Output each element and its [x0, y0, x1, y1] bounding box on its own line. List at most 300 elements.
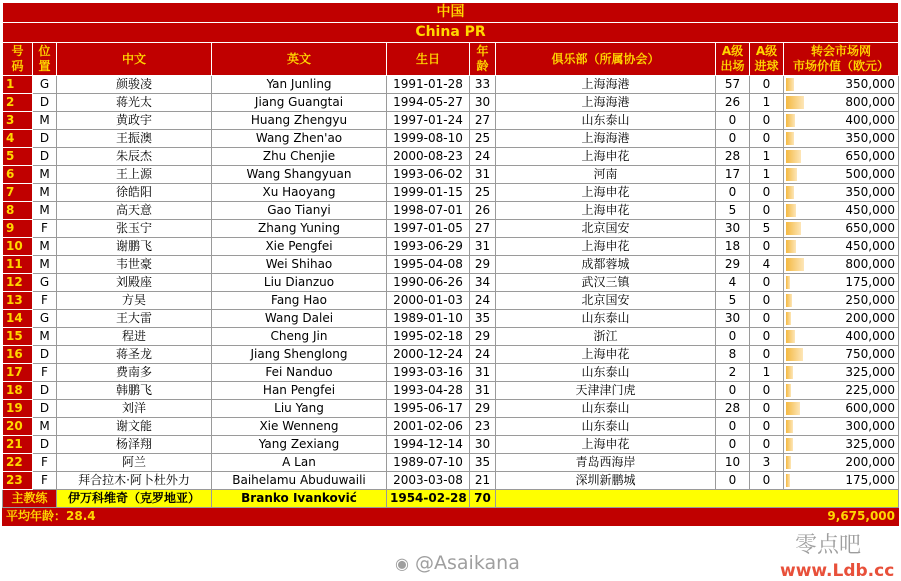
player-caps: 18	[716, 238, 750, 256]
value-text: 175,000	[845, 473, 895, 487]
table-subtitle: China PR	[3, 23, 899, 43]
player-age: 24	[470, 292, 496, 310]
header-dob: 生日	[387, 43, 470, 76]
player-caps: 0	[716, 472, 750, 490]
table-row	[3, 130, 899, 148]
player-num: 6	[3, 166, 33, 184]
player-num: 9	[3, 220, 33, 238]
player-club: 北京国安	[496, 292, 716, 310]
player-value	[784, 346, 899, 364]
player-pos: F	[33, 472, 57, 490]
player-num: 1	[3, 76, 33, 94]
player-en: Cheng Jin	[212, 328, 387, 346]
player-value	[784, 310, 899, 328]
player-age: 35	[470, 310, 496, 328]
player-club: 山东泰山	[496, 400, 716, 418]
player-goals: 0	[750, 76, 784, 94]
value-bar	[786, 222, 801, 235]
player-caps: 5	[716, 292, 750, 310]
player-goals: 0	[750, 292, 784, 310]
player-pos: F	[33, 220, 57, 238]
player-num: 11	[3, 256, 33, 274]
player-pos: D	[33, 94, 57, 112]
table-title: 中国	[3, 3, 899, 23]
player-value	[784, 166, 899, 184]
player-goals: 0	[750, 418, 784, 436]
player-pos: M	[33, 256, 57, 274]
site-watermark-cn: 零点吧	[795, 533, 862, 558]
player-goals: 0	[750, 328, 784, 346]
value-text: 250,000	[845, 293, 895, 307]
player-caps: 0	[716, 436, 750, 454]
player-num: 7	[3, 184, 33, 202]
player-age: 35	[470, 454, 496, 472]
player-pos: M	[33, 184, 57, 202]
avg-age: 平均年龄：28.4	[3, 508, 784, 526]
player-value	[784, 220, 899, 238]
player-pos: D	[33, 382, 57, 400]
player-cn: 费南多	[57, 364, 212, 382]
player-goals: 0	[750, 112, 784, 130]
value-bar	[786, 474, 790, 487]
player-pos: F	[33, 292, 57, 310]
value-text: 600,000	[845, 401, 895, 415]
player-value	[784, 418, 899, 436]
player-club: 天津津门虎	[496, 382, 716, 400]
player-age: 25	[470, 130, 496, 148]
player-pos: M	[33, 328, 57, 346]
value-bar	[786, 78, 794, 91]
player-num: 14	[3, 310, 33, 328]
player-en: Yan Junling	[212, 76, 387, 94]
player-club: 上海海港	[496, 130, 716, 148]
player-num: 2	[3, 94, 33, 112]
weibo-icon: ◉	[395, 554, 409, 573]
player-cn: 刘殿座	[57, 274, 212, 292]
player-dob: 1997-01-24	[387, 112, 470, 130]
player-value	[784, 238, 899, 256]
player-age: 29	[470, 256, 496, 274]
player-en: Zhu Chenjie	[212, 148, 387, 166]
player-dob: 1989-07-10	[387, 454, 470, 472]
value-text: 200,000	[845, 311, 895, 325]
player-caps: 0	[716, 130, 750, 148]
player-value	[784, 256, 899, 274]
player-value	[784, 94, 899, 112]
player-goals: 0	[750, 202, 784, 220]
player-goals: 0	[750, 436, 784, 454]
player-dob: 2003-03-08	[387, 472, 470, 490]
player-caps: 5	[716, 202, 750, 220]
table-row	[3, 364, 899, 382]
player-num: 10	[3, 238, 33, 256]
coach-age: 70	[470, 490, 496, 508]
player-dob: 1993-06-29	[387, 238, 470, 256]
value-text: 450,000	[845, 203, 895, 217]
player-dob: 1989-01-10	[387, 310, 470, 328]
player-caps: 28	[716, 148, 750, 166]
player-age: 27	[470, 112, 496, 130]
value-text: 325,000	[845, 437, 895, 451]
coach-empty	[496, 490, 899, 508]
player-caps: 0	[716, 184, 750, 202]
player-goals: 0	[750, 346, 784, 364]
player-caps: 0	[716, 328, 750, 346]
player-pos: G	[33, 274, 57, 292]
player-caps: 4	[716, 274, 750, 292]
player-en: Wang Dalei	[212, 310, 387, 328]
player-club: 武汉三镇	[496, 274, 716, 292]
header-age: 年龄	[470, 43, 496, 76]
player-pos: M	[33, 166, 57, 184]
player-value	[784, 202, 899, 220]
player-age: 31	[470, 382, 496, 400]
value-bar	[786, 186, 794, 199]
player-en: Wei Shihao	[212, 256, 387, 274]
player-num: 13	[3, 292, 33, 310]
table-row	[3, 94, 899, 112]
player-goals: 4	[750, 256, 784, 274]
coach-row	[3, 490, 899, 508]
header-en: 英文	[212, 43, 387, 76]
player-club: 浙江	[496, 328, 716, 346]
table-row	[3, 166, 899, 184]
player-num: 4	[3, 130, 33, 148]
player-cn: 拜合拉木·阿卜杜外力	[57, 472, 212, 490]
player-value	[784, 148, 899, 166]
player-pos: F	[33, 454, 57, 472]
player-en: Xu Haoyang	[212, 184, 387, 202]
table-row	[3, 400, 899, 418]
player-dob: 1993-03-16	[387, 364, 470, 382]
player-goals: 1	[750, 364, 784, 382]
player-dob: 1997-01-05	[387, 220, 470, 238]
player-club: 青岛西海岸	[496, 454, 716, 472]
player-club: 上海申花	[496, 202, 716, 220]
player-cn: 韩鹏飞	[57, 382, 212, 400]
player-value	[784, 472, 899, 490]
player-num: 12	[3, 274, 33, 292]
value-bar	[786, 384, 791, 397]
player-pos: M	[33, 238, 57, 256]
value-bar	[786, 348, 803, 361]
player-club: 成都蓉城	[496, 256, 716, 274]
player-caps: 0	[716, 418, 750, 436]
player-pos: M	[33, 418, 57, 436]
table-row	[3, 382, 899, 400]
player-dob: 1995-02-18	[387, 328, 470, 346]
player-en: Liu Dianzuo	[212, 274, 387, 292]
player-dob: 1993-06-02	[387, 166, 470, 184]
player-age: 27	[470, 220, 496, 238]
player-num: 20	[3, 418, 33, 436]
player-caps: 2	[716, 364, 750, 382]
player-pos: D	[33, 148, 57, 166]
player-caps: 29	[716, 256, 750, 274]
player-cn: 高天意	[57, 202, 212, 220]
player-goals: 0	[750, 130, 784, 148]
table-row	[3, 472, 899, 490]
player-goals: 1	[750, 94, 784, 112]
player-age: 29	[470, 400, 496, 418]
player-age: 24	[470, 346, 496, 364]
player-en: Huang Zhengyu	[212, 112, 387, 130]
player-goals: 0	[750, 184, 784, 202]
player-pos: G	[33, 76, 57, 94]
player-cn: 杨泽翔	[57, 436, 212, 454]
player-en: Zhang Yuning	[212, 220, 387, 238]
player-caps: 26	[716, 94, 750, 112]
player-cn: 韦世豪	[57, 256, 212, 274]
player-club: 深圳新鹏城	[496, 472, 716, 490]
player-cn: 朱辰杰	[57, 148, 212, 166]
player-en: Gao Tianyi	[212, 202, 387, 220]
player-en: Xie Wenneng	[212, 418, 387, 436]
player-num: 15	[3, 328, 33, 346]
table-row	[3, 238, 899, 256]
player-club: 山东泰山	[496, 310, 716, 328]
player-value	[784, 400, 899, 418]
coach-label: 主教练	[3, 490, 57, 508]
table-row	[3, 220, 899, 238]
player-age: 34	[470, 274, 496, 292]
coach-en: Branko Ivanković	[212, 490, 387, 508]
player-age: 31	[470, 238, 496, 256]
player-dob: 1995-04-08	[387, 256, 470, 274]
table-row	[3, 328, 899, 346]
player-dob: 2000-12-24	[387, 346, 470, 364]
player-value	[784, 292, 899, 310]
player-caps: 0	[716, 382, 750, 400]
value-bar	[786, 312, 791, 325]
table-row	[3, 184, 899, 202]
squad-table	[2, 2, 899, 526]
player-dob: 1991-01-28	[387, 76, 470, 94]
player-dob: 1999-01-15	[387, 184, 470, 202]
player-value	[784, 364, 899, 382]
player-cn: 王上源	[57, 166, 212, 184]
site-watermark-url: www.Ldb.cc	[780, 561, 895, 581]
player-club: 山东泰山	[496, 418, 716, 436]
value-text: 750,000	[845, 347, 895, 361]
player-dob: 1994-12-14	[387, 436, 470, 454]
player-en: Baihelamu Abuduwaili	[212, 472, 387, 490]
player-age: 25	[470, 184, 496, 202]
player-cn: 张玉宁	[57, 220, 212, 238]
player-num: 17	[3, 364, 33, 382]
player-en: A Lan	[212, 454, 387, 472]
value-text: 650,000	[845, 221, 895, 235]
header-goals: A级进球	[750, 43, 784, 76]
table-row	[3, 148, 899, 166]
player-en: Yang Zexiang	[212, 436, 387, 454]
player-value	[784, 130, 899, 148]
player-age: 26	[470, 202, 496, 220]
player-age: 31	[470, 166, 496, 184]
player-age: 30	[470, 94, 496, 112]
value-bar	[786, 456, 791, 469]
player-age: 24	[470, 148, 496, 166]
player-caps: 28	[716, 400, 750, 418]
header-cn: 中文	[57, 43, 212, 76]
value-bar	[786, 330, 795, 343]
player-cn: 王振澳	[57, 130, 212, 148]
value-text: 200,000	[845, 455, 895, 469]
coach-dob: 1954-02-28	[387, 490, 470, 508]
player-value	[784, 382, 899, 400]
value-bar	[786, 96, 804, 109]
player-caps: 0	[716, 112, 750, 130]
player-age: 23	[470, 418, 496, 436]
player-age: 33	[470, 76, 496, 94]
player-value	[784, 454, 899, 472]
table-row	[3, 310, 899, 328]
value-bar	[786, 168, 797, 181]
player-num: 5	[3, 148, 33, 166]
player-pos: M	[33, 202, 57, 220]
value-text: 175,000	[845, 275, 895, 289]
player-goals: 1	[750, 148, 784, 166]
player-goals: 0	[750, 400, 784, 418]
player-en: Jiang Shenglong	[212, 346, 387, 364]
player-caps: 8	[716, 346, 750, 364]
player-goals: 0	[750, 472, 784, 490]
value-bar	[786, 204, 796, 217]
player-num: 3	[3, 112, 33, 130]
player-dob: 1995-06-17	[387, 400, 470, 418]
player-cn: 方昊	[57, 292, 212, 310]
value-text: 350,000	[845, 185, 895, 199]
value-text: 350,000	[845, 131, 895, 145]
player-goals: 0	[750, 310, 784, 328]
player-en: Liu Yang	[212, 400, 387, 418]
value-bar	[786, 366, 793, 379]
player-age: 29	[470, 328, 496, 346]
table-row	[3, 418, 899, 436]
value-text: 500,000	[845, 167, 895, 181]
player-cn: 刘洋	[57, 400, 212, 418]
player-club: 上海海港	[496, 76, 716, 94]
player-goals: 0	[750, 274, 784, 292]
player-club: 上海申花	[496, 184, 716, 202]
footer-row	[3, 508, 899, 526]
value-text: 300,000	[845, 419, 895, 433]
value-text: 800,000	[845, 257, 895, 271]
player-num: 22	[3, 454, 33, 472]
header-value-bottom: 市场价值（欧元）	[792, 59, 889, 73]
weibo-watermark	[395, 552, 520, 574]
table-row	[3, 292, 899, 310]
player-age: 30	[470, 436, 496, 454]
table-row	[3, 454, 899, 472]
player-pos: D	[33, 400, 57, 418]
total-value: 9,675,000	[784, 508, 899, 526]
player-num: 16	[3, 346, 33, 364]
player-goals: 0	[750, 382, 784, 400]
table-row	[3, 346, 899, 364]
player-cn: 程进	[57, 328, 212, 346]
value-text: 800,000	[845, 95, 895, 109]
player-en: Fang Hao	[212, 292, 387, 310]
player-pos: D	[33, 436, 57, 454]
player-en: Wang Shangyuan	[212, 166, 387, 184]
player-club: 上海海港	[496, 94, 716, 112]
table-row	[3, 256, 899, 274]
player-en: Jiang Guangtai	[212, 94, 387, 112]
table-row	[3, 76, 899, 94]
player-club: 河南	[496, 166, 716, 184]
player-caps: 30	[716, 220, 750, 238]
player-dob: 1993-04-28	[387, 382, 470, 400]
player-num: 19	[3, 400, 33, 418]
player-pos: D	[33, 346, 57, 364]
player-dob: 2001-02-06	[387, 418, 470, 436]
value-bar	[786, 402, 800, 415]
player-age: 31	[470, 364, 496, 382]
player-pos: G	[33, 310, 57, 328]
header-pos: 位置	[33, 43, 57, 76]
header-club: 俱乐部（所属协会）	[496, 43, 716, 76]
player-value	[784, 76, 899, 94]
value-text: 225,000	[845, 383, 895, 397]
player-cn: 颜骏凌	[57, 76, 212, 94]
player-cn: 蒋光太	[57, 94, 212, 112]
player-caps: 30	[716, 310, 750, 328]
player-num: 23	[3, 472, 33, 490]
player-caps: 17	[716, 166, 750, 184]
player-value	[784, 274, 899, 292]
value-bar	[786, 276, 790, 289]
table-row	[3, 274, 899, 292]
player-dob: 1998-07-01	[387, 202, 470, 220]
player-cn: 王大雷	[57, 310, 212, 328]
weibo-handle: @Asaikana	[415, 552, 520, 574]
value-bar	[786, 240, 796, 253]
player-club: 上海申花	[496, 346, 716, 364]
value-bar	[786, 438, 793, 451]
player-value	[784, 328, 899, 346]
player-cn: 谢文能	[57, 418, 212, 436]
player-club: 上海申花	[496, 238, 716, 256]
table-row	[3, 202, 899, 220]
player-goals: 5	[750, 220, 784, 238]
player-pos: M	[33, 112, 57, 130]
table-row	[3, 436, 899, 454]
player-club: 山东泰山	[496, 112, 716, 130]
table-row	[3, 112, 899, 130]
value-bar	[786, 150, 801, 163]
player-cn: 阿兰	[57, 454, 212, 472]
player-cn: 徐皓阳	[57, 184, 212, 202]
player-num: 21	[3, 436, 33, 454]
player-cn: 谢鹏飞	[57, 238, 212, 256]
player-club: 山东泰山	[496, 364, 716, 382]
player-num: 18	[3, 382, 33, 400]
value-text: 350,000	[845, 77, 895, 91]
player-pos: D	[33, 130, 57, 148]
player-cn: 黄政宇	[57, 112, 212, 130]
player-goals: 3	[750, 454, 784, 472]
player-club: 上海申花	[496, 148, 716, 166]
value-bar	[786, 420, 793, 433]
player-dob: 1994-05-27	[387, 94, 470, 112]
value-text: 400,000	[845, 113, 895, 127]
value-text: 325,000	[845, 365, 895, 379]
value-text: 400,000	[845, 329, 895, 343]
player-en: Wang Zhen'ao	[212, 130, 387, 148]
player-en: Xie Pengfei	[212, 238, 387, 256]
player-dob: 1990-06-26	[387, 274, 470, 292]
